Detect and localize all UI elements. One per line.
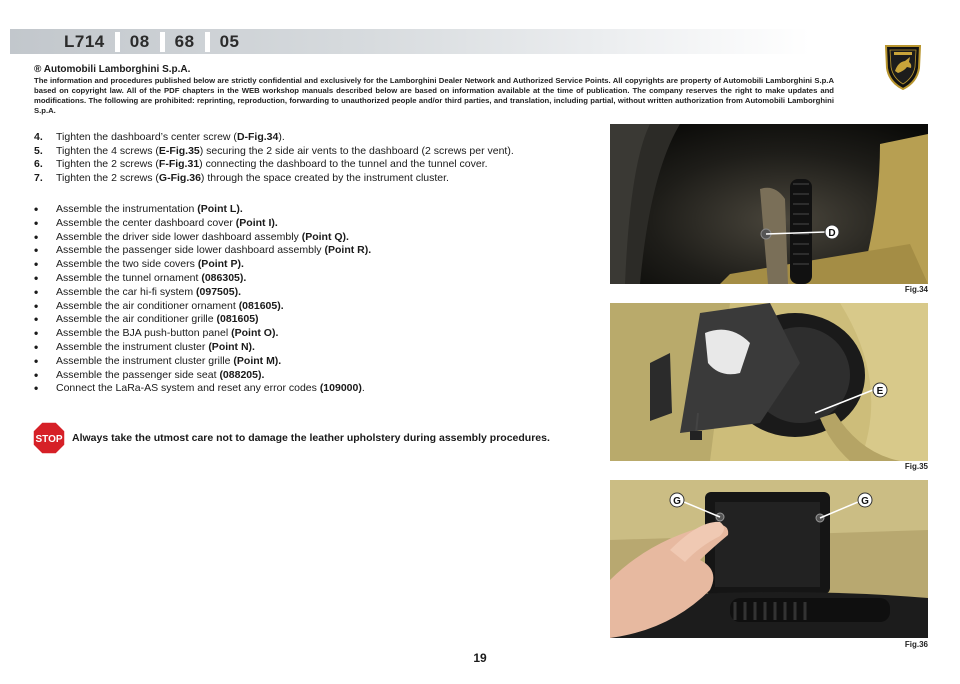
page-number: 19 (473, 651, 487, 665)
list-item-reference: (Point R). (324, 244, 372, 257)
bullet-icon: • (34, 284, 39, 299)
list-item-reference: (081605) (216, 313, 259, 326)
list-item-label: Connect the LaRa-AS system and reset any error codes (56, 382, 320, 395)
lamborghini-shield-logo-icon (883, 44, 923, 90)
stop-sign-icon (32, 421, 66, 455)
warning-text: Always take the utmost care not to damage the leather upholstery during assembly procedures. (72, 432, 550, 444)
list-item-text (56, 341, 255, 355)
list-item-label: Assemble the instrument cluster (56, 340, 209, 353)
bullet-icon: • (34, 257, 39, 272)
list-item-reference: (097505). (196, 285, 241, 298)
list-item (34, 217, 599, 231)
step-item (34, 145, 599, 159)
list-item-reference: (109000) (319, 382, 362, 395)
list-item-label: Assemble the center dashboard cover (56, 216, 236, 229)
list-item-suffix: . (361, 382, 365, 395)
code-separator (115, 32, 120, 52)
code-model: L714 (64, 32, 105, 51)
step-number: 4. (34, 131, 43, 143)
list-item-text (56, 272, 246, 286)
step-number: 5. (34, 144, 43, 157)
figure-caption: Fig.36 (904, 640, 928, 649)
list-item-text (56, 355, 281, 369)
legal-text: The information and procedures published below are strictly confidential and exclusively for the Lamborghini Dealer Network and Authorized Service Points. All copyrights are property of Automobili Lamborghini S.p.A based on copyright law. All of the PDF chapters in the WEB workshop manuals described below are based on information available at the time of publication. The company reserves the right to make updates and modifications. The following are prohibited: reprinting, reproduction, forwarding to unauthorized people and/or third parties, and translation, including partial, without written authorization from Automobili Lamborghini S.p.A. (34, 76, 834, 115)
list-item (34, 313, 599, 327)
step-number: 6. (34, 158, 43, 170)
list-item-reference: (Point M). (233, 354, 282, 367)
callout-g-right: G (861, 496, 869, 507)
list-item-text (56, 327, 278, 341)
bullet-icon: • (34, 353, 39, 368)
list-item-text (56, 369, 264, 383)
bullet-icon: • (34, 229, 39, 244)
step-text (56, 172, 449, 186)
list-item (34, 258, 599, 272)
step-text-post: ). (278, 131, 285, 143)
legal-notice (34, 64, 834, 116)
bullet-icon: • (34, 312, 39, 327)
list-item-reference: (Point P). (197, 258, 244, 271)
list-item-reference: (Point N). (208, 340, 255, 353)
list-item-label: Assemble the BJA push-button panel (56, 327, 232, 340)
bullet-icon: • (34, 243, 39, 258)
list-item (34, 272, 599, 286)
list-item (34, 244, 599, 258)
bullet-icon: • (34, 298, 39, 313)
list-item-text (56, 382, 365, 396)
list-item-reference: (088205). (219, 368, 265, 381)
code-group: 08 (129, 32, 150, 51)
list-item-label: Assemble the driver side lower dashboard assembly (56, 230, 302, 243)
list-item-reference: (Point Q). (301, 230, 349, 243)
step-item (34, 131, 599, 145)
code-separator (160, 32, 165, 52)
figure-reference: F-Fig.31 (158, 158, 200, 170)
bullet-icon: • (34, 367, 39, 382)
list-item-reference: (Point O). (231, 327, 279, 340)
figure-caption: Fig.35 (904, 462, 928, 471)
list-item (34, 369, 599, 383)
list-item-label: Assemble the passenger side lower dashboard assembly (56, 244, 325, 257)
step-text-pre: Tighten the 4 screws ( (56, 144, 159, 157)
list-item-label: Assemble the instrument cluster grille (56, 354, 234, 367)
list-item-label: Assemble the tunnel ornament (56, 271, 202, 284)
procedure-steps (34, 131, 599, 185)
list-item-text (56, 300, 284, 314)
list-item-label: Assemble the air conditioner ornament (56, 299, 239, 312)
figure-reference: G-Fig.36 (158, 171, 201, 184)
figure-reference: E-Fig.35 (158, 144, 200, 157)
list-item-label: Assemble the car hi-fi system (56, 285, 197, 298)
code-subgroup: 68 (174, 32, 195, 51)
figure-35 (610, 303, 928, 471)
bullet-icon: • (34, 326, 39, 341)
list-item-reference: (086305). (201, 271, 247, 284)
list-item-reference: (081605). (238, 299, 284, 312)
figure-34 (610, 124, 928, 294)
assembly-checklist (34, 203, 599, 396)
figure-36 (610, 480, 928, 650)
list-item (34, 355, 599, 369)
step-item (34, 172, 599, 186)
step-item (34, 158, 599, 172)
list-item (34, 300, 599, 314)
step-number: 7. (34, 171, 43, 184)
step-text-post: ) through the space created by the instrument cluster. (200, 171, 449, 184)
step-text-post: ) securing the 2 side air vents to the dashboard (2 screws per vent). (199, 144, 514, 157)
bullet-icon: • (34, 215, 39, 230)
list-item (34, 382, 599, 396)
list-item (34, 341, 599, 355)
list-item-text (56, 217, 278, 231)
code-separator (205, 32, 210, 52)
step-text-post: ) connecting the dashboard to the tunnel and the tunnel cover. (199, 158, 488, 170)
list-item (34, 327, 599, 341)
figure-36-photo (610, 480, 928, 638)
figure-34-photo (610, 124, 928, 284)
stop-sign-label: STOP (35, 434, 63, 445)
list-item-label: Assemble the passenger side seat (56, 368, 220, 381)
list-item-reference: (Point I). (235, 216, 278, 229)
list-item-text (56, 203, 243, 217)
callout-d: D (828, 228, 836, 239)
list-item-text (56, 258, 244, 272)
step-text (56, 131, 285, 145)
list-item-text (56, 244, 371, 258)
figure-35-photo (610, 303, 928, 461)
bullet-icon: • (34, 202, 39, 216)
step-text-pre: Tighten the 2 screws ( (56, 158, 159, 170)
bullet-icon: • (34, 270, 39, 285)
step-text-pre: Tighten the 2 screws ( (56, 171, 159, 184)
step-text (56, 158, 488, 172)
callout-g-left: G (673, 496, 681, 507)
list-item (34, 286, 599, 300)
figure-reference: D-Fig.34 (236, 131, 279, 143)
legal-title: ® Automobili Lamborghini S.p.A. (34, 64, 191, 75)
list-item (34, 203, 599, 217)
step-text-pre: Tighten the dashboard’s center screw ( (56, 131, 237, 143)
list-item-text (56, 286, 241, 300)
list-item-label: Assemble the instrumentation (56, 203, 198, 215)
list-item-label: Assemble the air conditioner grille (56, 313, 217, 326)
document-code (64, 31, 240, 53)
figure-caption: Fig.34 (904, 285, 928, 294)
warning-note (32, 421, 550, 455)
callout-e: E (876, 386, 884, 397)
list-item-reference: (Point L). (197, 203, 243, 215)
list-item-text (56, 231, 349, 245)
list-item (34, 231, 599, 245)
bullet-icon: • (34, 381, 39, 396)
list-item-label: Assemble the two side covers (56, 258, 198, 271)
step-text (56, 145, 514, 159)
list-item-text (56, 313, 259, 327)
bullet-icon: • (34, 339, 39, 354)
code-section: 05 (219, 32, 240, 51)
